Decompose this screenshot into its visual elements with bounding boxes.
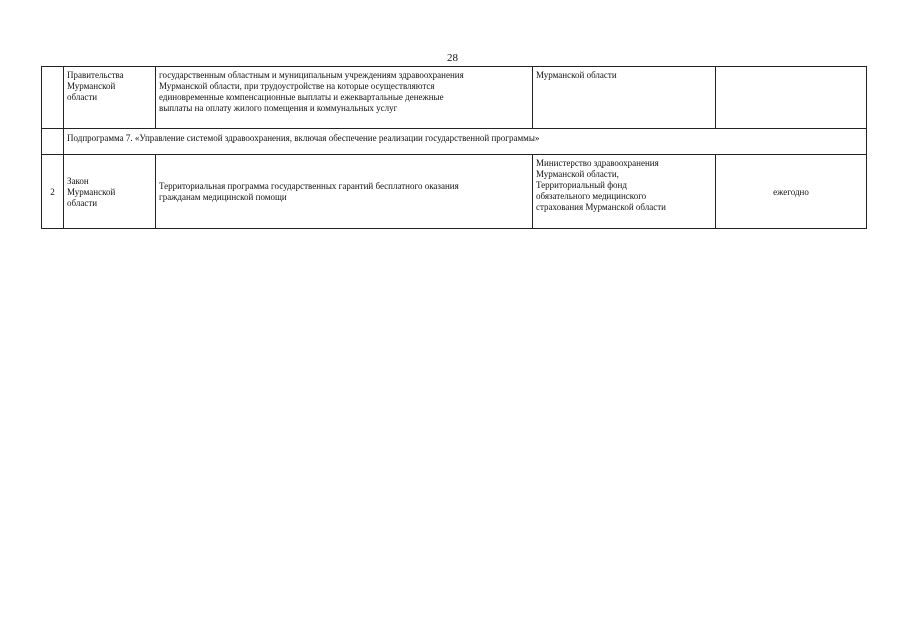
cell-number: 2 [42, 155, 64, 229]
page-number: 28 [447, 52, 458, 64]
table-row-subprogram [42, 129, 867, 155]
cell-content [156, 67, 533, 129]
cell-term [716, 67, 867, 129]
executor-line: страхования Мурманской области [536, 202, 666, 212]
act-line: Мурманской [67, 81, 116, 91]
cell-executor [533, 67, 716, 129]
content-line: государственным областным и муниципальным учреждениям здравоохранения [159, 70, 464, 80]
cell-executor [533, 155, 716, 229]
executor-line: Мурманской области, [536, 169, 619, 179]
cell-act-type [64, 67, 156, 129]
content-line: выплаты на оплату жилого помещения и коммунальных услуг [159, 103, 398, 113]
cell-number [42, 67, 64, 129]
cell-content [156, 155, 533, 229]
cell-term: ежегодно [716, 155, 867, 229]
act-line: области [67, 92, 98, 102]
executor-line: Территориальный фонд [536, 180, 627, 190]
subprogram-title [64, 129, 867, 155]
table-row-law [42, 155, 867, 229]
act-line: Правительства [67, 70, 124, 80]
executor-line: Мурманской области [536, 70, 617, 80]
executor-line: обязательного медицинского [536, 191, 647, 201]
cell-act-type [64, 155, 156, 229]
cell-number [42, 129, 64, 155]
act-line: Мурманской [67, 186, 116, 197]
executor-line: Министерство здравоохранения [536, 158, 659, 168]
subprogram-title-text: Подпрограмма 7. «Управление системой здравоохранения, включая обеспечение реализации государственной программы» [67, 133, 540, 143]
content-line: Территориальная программа государственных гарантий бесплатного оказания [159, 180, 459, 191]
act-line: области [67, 197, 98, 208]
content-line: единовременные компенсационные выплаты и ежеквартальные денежные [159, 92, 444, 102]
content-line: гражданам медицинской помощи [159, 191, 287, 202]
content-line: Мурманской области, при трудоустройстве на которые осуществляются [159, 81, 435, 91]
table-row-continuation [42, 67, 867, 129]
act-line: Закон [67, 175, 89, 186]
measures-table [41, 66, 867, 229]
